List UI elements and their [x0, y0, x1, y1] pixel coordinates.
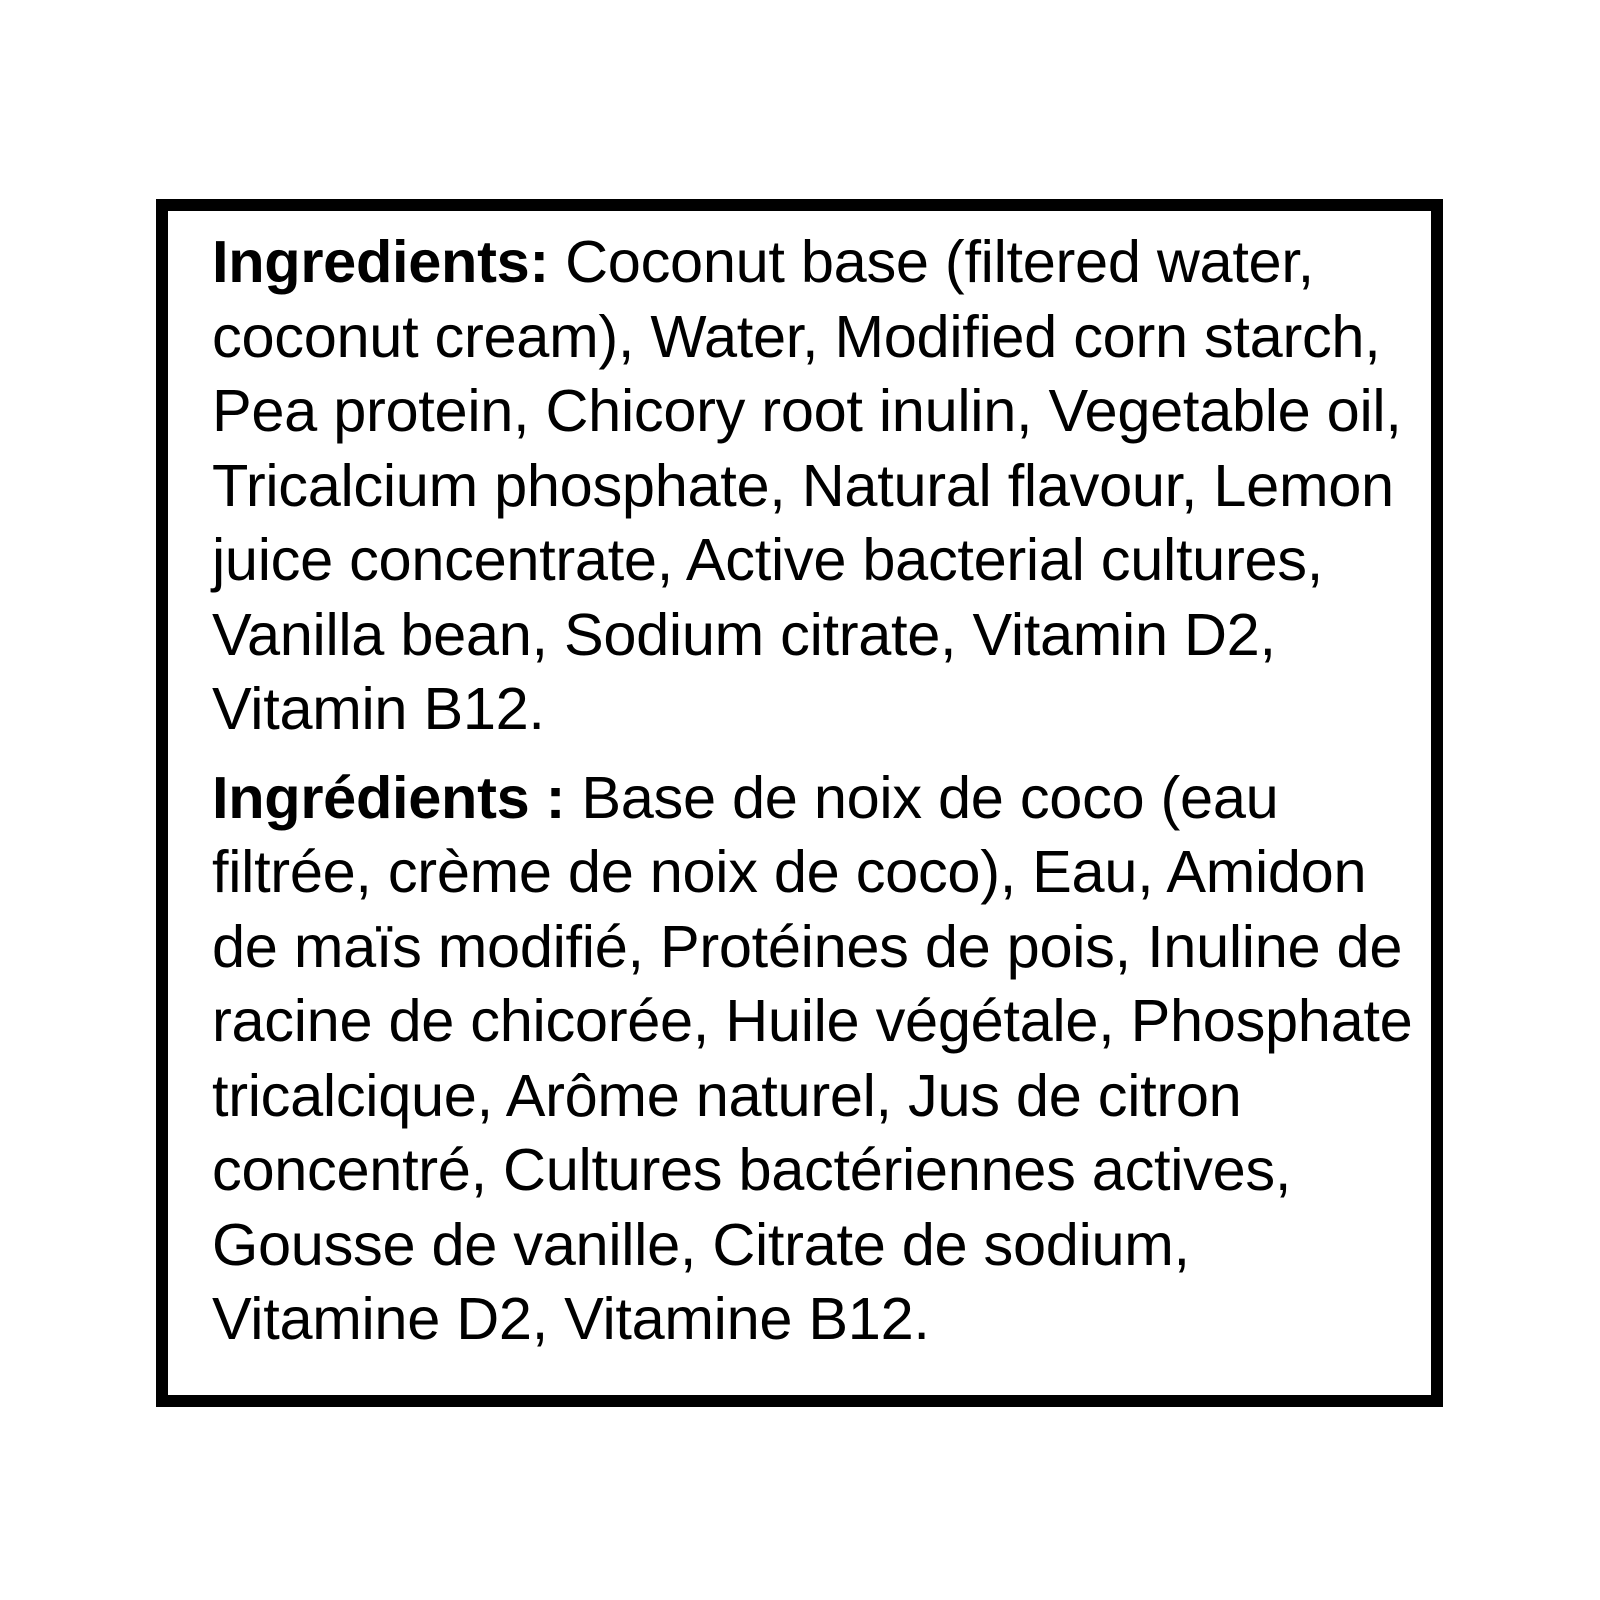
- english-ingredients-line: coconut cream), Water, Modified corn starch,: [212, 302, 1381, 370]
- ingredients-label-content: [212, 225, 1412, 1357]
- english-ingredients-line: Vanilla bean, Sodium citrate, Vitamin D2,: [212, 600, 1276, 668]
- french-ingredients-heading: Ingrédients :: [212, 763, 566, 831]
- english-ingredients: [212, 225, 1412, 747]
- french-ingredients-line: de maïs modifié, Protéines de pois, Inuline de: [212, 912, 1403, 980]
- french-ingredients-line: [212, 761, 1412, 836]
- english-ingredients-line: juice concentrate, Active bacterial cultures,: [212, 526, 1323, 593]
- french-ingredients-line: tricalcique, Arôme naturel, Jus de citron: [212, 1061, 1242, 1129]
- french-ingredients-line: Gousse de vanille, Citrate de sodium,: [212, 1210, 1190, 1278]
- french-ingredients-text: Base de noix de coco (eau: [565, 763, 1279, 831]
- english-ingredients-heading: Ingredients:: [212, 228, 549, 295]
- french-ingredients-line: Vitamine D2, Vitamine B12.: [212, 1285, 930, 1352]
- ingredients-label-box: [156, 199, 1443, 1407]
- french-ingredients-line: filtrée, crème de noix de coco), Eau, Amidon: [212, 838, 1367, 905]
- french-ingredients-line: concentré, Cultures bactériennes actives,: [212, 1136, 1292, 1203]
- english-ingredients-line: Pea protein, Chicory root inulin, Vegetable oil,: [212, 377, 1402, 444]
- english-ingredients-line: Vitamin B12.: [212, 675, 545, 742]
- english-ingredients-line: [212, 225, 1412, 300]
- english-ingredients-text: Coconut base (filtered water,: [548, 228, 1314, 295]
- french-ingredients-line: racine de chicorée, Huile végétale, Phosphate: [212, 987, 1413, 1054]
- english-ingredients-line: Tricalcium phosphate, Natural flavour, Lemon: [212, 451, 1394, 519]
- french-ingredients: [212, 761, 1412, 1357]
